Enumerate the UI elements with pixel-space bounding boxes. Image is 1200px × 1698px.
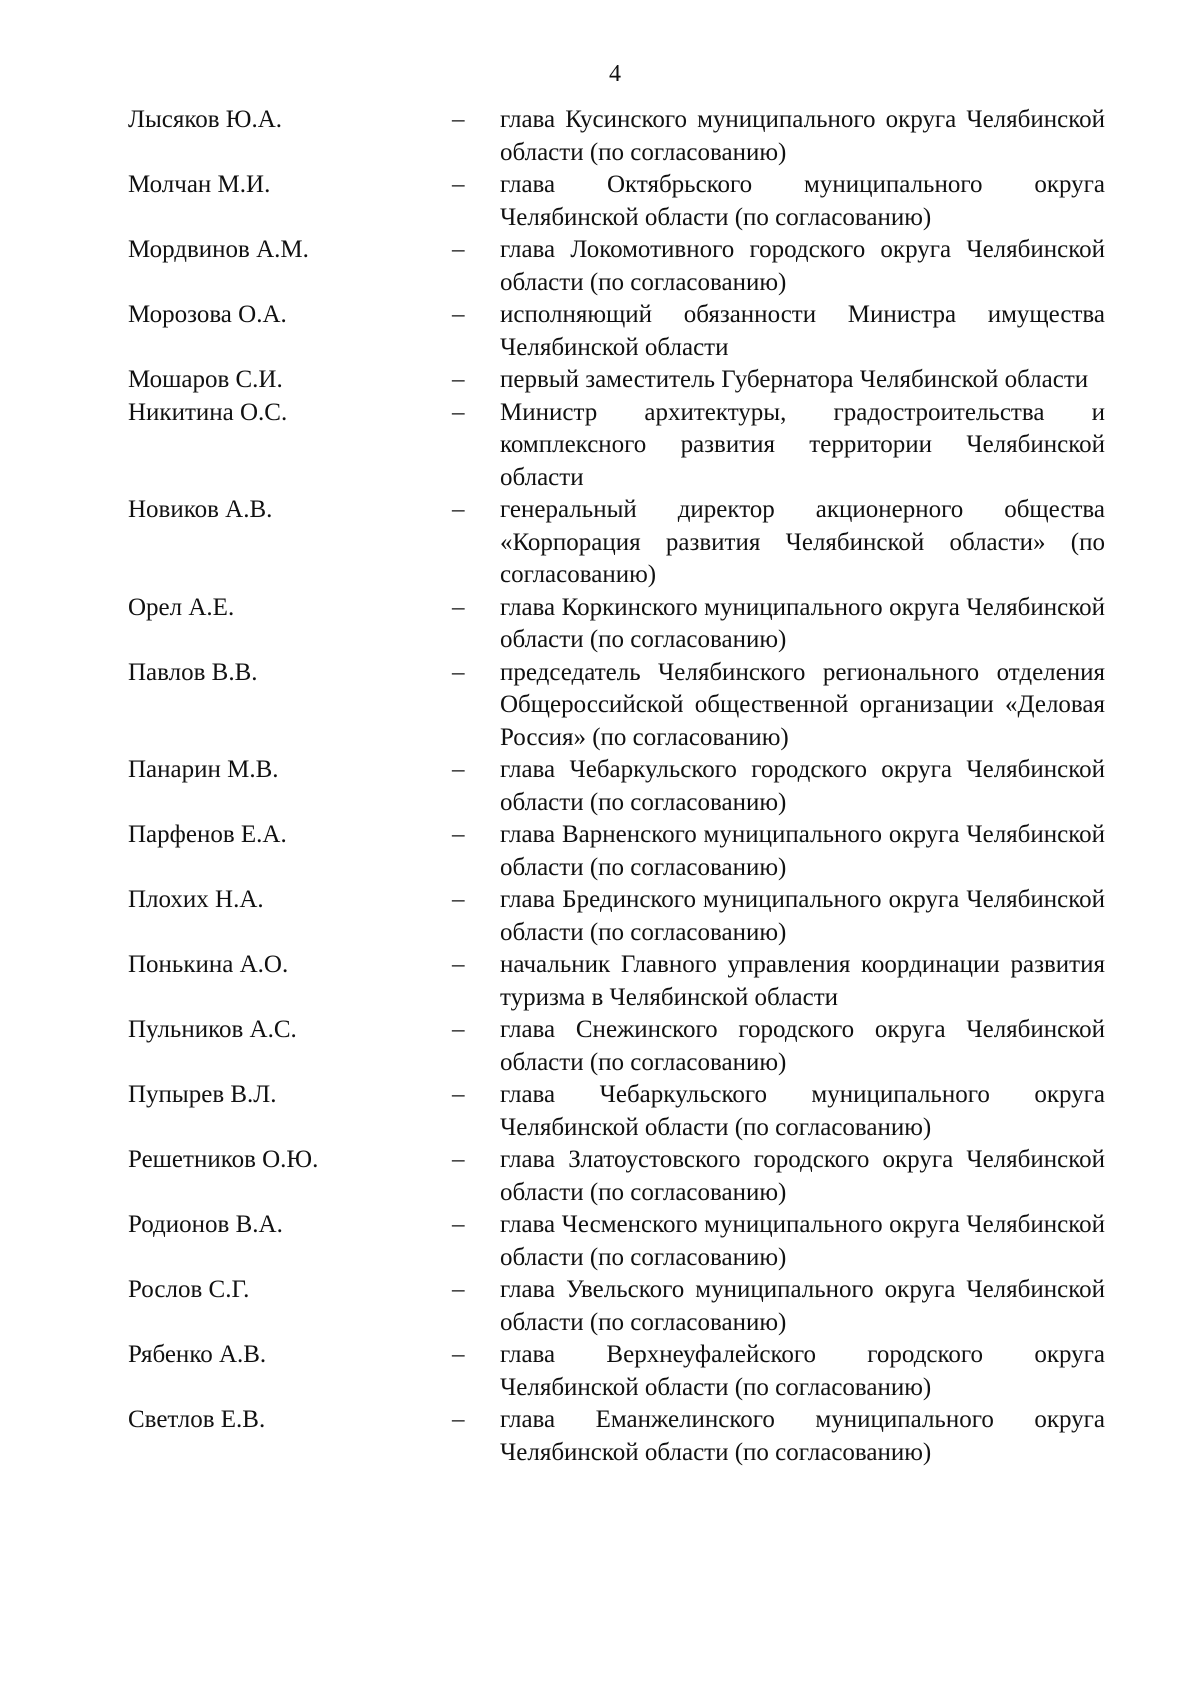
member-name: Морозова О.А. bbox=[128, 301, 287, 328]
member-position: глава Октябрьского муниципального округа Челябинской области (по согласованию) bbox=[500, 171, 1105, 231]
dash-separator: – bbox=[452, 398, 465, 426]
member-name: Парфенов Е.А. bbox=[128, 821, 287, 848]
dash-separator: – bbox=[452, 1016, 465, 1043]
member-name: Рябенко А.В. bbox=[128, 1341, 267, 1368]
list-item bbox=[0, 494, 1200, 592]
member-position: исполняющий обязанности Министра имущества Челябинской области bbox=[500, 301, 1105, 361]
dash-separator: – bbox=[452, 886, 465, 913]
member-name: Решетников О.Ю. bbox=[128, 1146, 319, 1173]
member-name: Плохих Н.А. bbox=[128, 886, 264, 913]
member-position: председатель Челябинского регионального отделения Общероссийской общественной организации «Деловая Россия» (по согласованию) bbox=[500, 658, 1105, 751]
member-name: Светлов Е.В. bbox=[128, 1406, 266, 1433]
member-position: глава Коркинского муниципального округа Челябинской области (по согласованию) bbox=[500, 593, 1105, 653]
member-name: Родионов В.А. bbox=[128, 1211, 283, 1238]
member-name: Орел А.Е. bbox=[128, 593, 235, 621]
list-item bbox=[0, 1014, 1200, 1079]
dash-separator: – bbox=[452, 1341, 465, 1368]
member-position: Министр архитектуры, градостроительства и комплексного развития территории Челябинской области bbox=[500, 398, 1105, 491]
list-item bbox=[0, 299, 1200, 364]
member-position: глава Снежинского городского округа Челябинской области (по согласованию) bbox=[500, 1016, 1105, 1076]
member-name: Лысяков Ю.А. bbox=[128, 106, 283, 133]
list-item bbox=[0, 1274, 1200, 1339]
page-number: 4 bbox=[609, 61, 621, 87]
member-list bbox=[0, 104, 1200, 1469]
list-item bbox=[0, 397, 1200, 495]
list-item bbox=[0, 754, 1200, 819]
dash-separator: – bbox=[452, 171, 465, 198]
member-name: Понькина А.О. bbox=[128, 951, 289, 978]
list-item bbox=[0, 884, 1200, 949]
list-item bbox=[0, 234, 1200, 299]
list-item bbox=[0, 657, 1200, 755]
list-item bbox=[0, 819, 1200, 884]
member-position: глава Чебаркульского муниципального округа Челябинской области (по согласованию) bbox=[500, 1081, 1105, 1141]
list-item bbox=[0, 1144, 1200, 1209]
member-name: Рослов С.Г. bbox=[128, 1276, 250, 1303]
member-position: глава Кусинского муниципального округа Челябинской области (по согласованию) bbox=[500, 106, 1105, 166]
member-position: глава Увельского муниципального округа Челябинской области (по согласованию) bbox=[500, 1276, 1105, 1336]
member-position: глава Варненского муниципального округа Челябинской области (по согласованию) bbox=[500, 821, 1105, 881]
member-name: Пульников А.С. bbox=[128, 1016, 297, 1043]
member-name: Павлов В.В. bbox=[128, 658, 258, 686]
dash-separator: – bbox=[452, 593, 465, 621]
dash-separator: – bbox=[452, 1211, 465, 1238]
member-position: глава Чебаркульского городского округа Челябинской области (по согласованию) bbox=[500, 756, 1105, 816]
dash-separator: – bbox=[452, 658, 465, 686]
list-item bbox=[0, 949, 1200, 1014]
list-item bbox=[0, 1339, 1200, 1404]
list-item bbox=[0, 104, 1200, 169]
member-position: глава Верхнеуфалейского городского округа Челябинской области (по согласованию) bbox=[500, 1341, 1105, 1401]
member-name: Новиков А.В. bbox=[128, 496, 273, 523]
member-position: начальник Главного управления координации развития туризма в Челябинской области bbox=[500, 951, 1105, 1011]
dash-separator: – bbox=[452, 821, 465, 848]
list-item bbox=[0, 1079, 1200, 1144]
dash-separator: – bbox=[452, 1406, 465, 1433]
member-name: Пупырев В.Л. bbox=[128, 1081, 277, 1108]
dash-separator: – bbox=[452, 106, 465, 133]
member-position: глава Локомотивного городского округа Челябинской области (по согласованию) bbox=[500, 236, 1105, 296]
dash-separator: – bbox=[452, 756, 465, 783]
member-position: первый заместитель Губернатора Челябинской области bbox=[500, 366, 1089, 393]
dash-separator: – bbox=[452, 1081, 465, 1108]
dash-separator: – bbox=[452, 236, 465, 263]
member-position: глава Чесменского муниципального округа Челябинской области (по согласованию) bbox=[500, 1211, 1105, 1271]
member-name: Никитина О.С. bbox=[128, 398, 288, 426]
list-item bbox=[0, 169, 1200, 234]
member-position: генеральный директор акционерного общества «Корпорация развития Челябинской области» (по согласованию) bbox=[500, 496, 1105, 588]
list-item bbox=[0, 1404, 1200, 1469]
member-name: Молчан М.И. bbox=[128, 171, 271, 198]
dash-separator: – bbox=[452, 366, 465, 393]
member-position: глава Златоустовского городского округа Челябинской области (по согласованию) bbox=[500, 1146, 1105, 1206]
dash-separator: – bbox=[452, 496, 465, 523]
dash-separator: – bbox=[452, 1276, 465, 1303]
member-position: глава Еманжелинского муниципального округа Челябинской области (по согласованию) bbox=[500, 1406, 1105, 1466]
member-position: глава Брединского муниципального округа Челябинской области (по согласованию) bbox=[500, 886, 1105, 946]
dash-separator: – bbox=[452, 951, 465, 978]
member-name: Панарин М.В. bbox=[128, 756, 279, 783]
member-name: Мошаров С.И. bbox=[128, 366, 283, 393]
list-item bbox=[0, 1209, 1200, 1274]
dash-separator: – bbox=[452, 1146, 465, 1173]
dash-separator: – bbox=[452, 301, 465, 328]
list-item bbox=[0, 592, 1200, 657]
member-name: Мордвинов А.М. bbox=[128, 236, 309, 263]
list-item bbox=[0, 364, 1200, 397]
